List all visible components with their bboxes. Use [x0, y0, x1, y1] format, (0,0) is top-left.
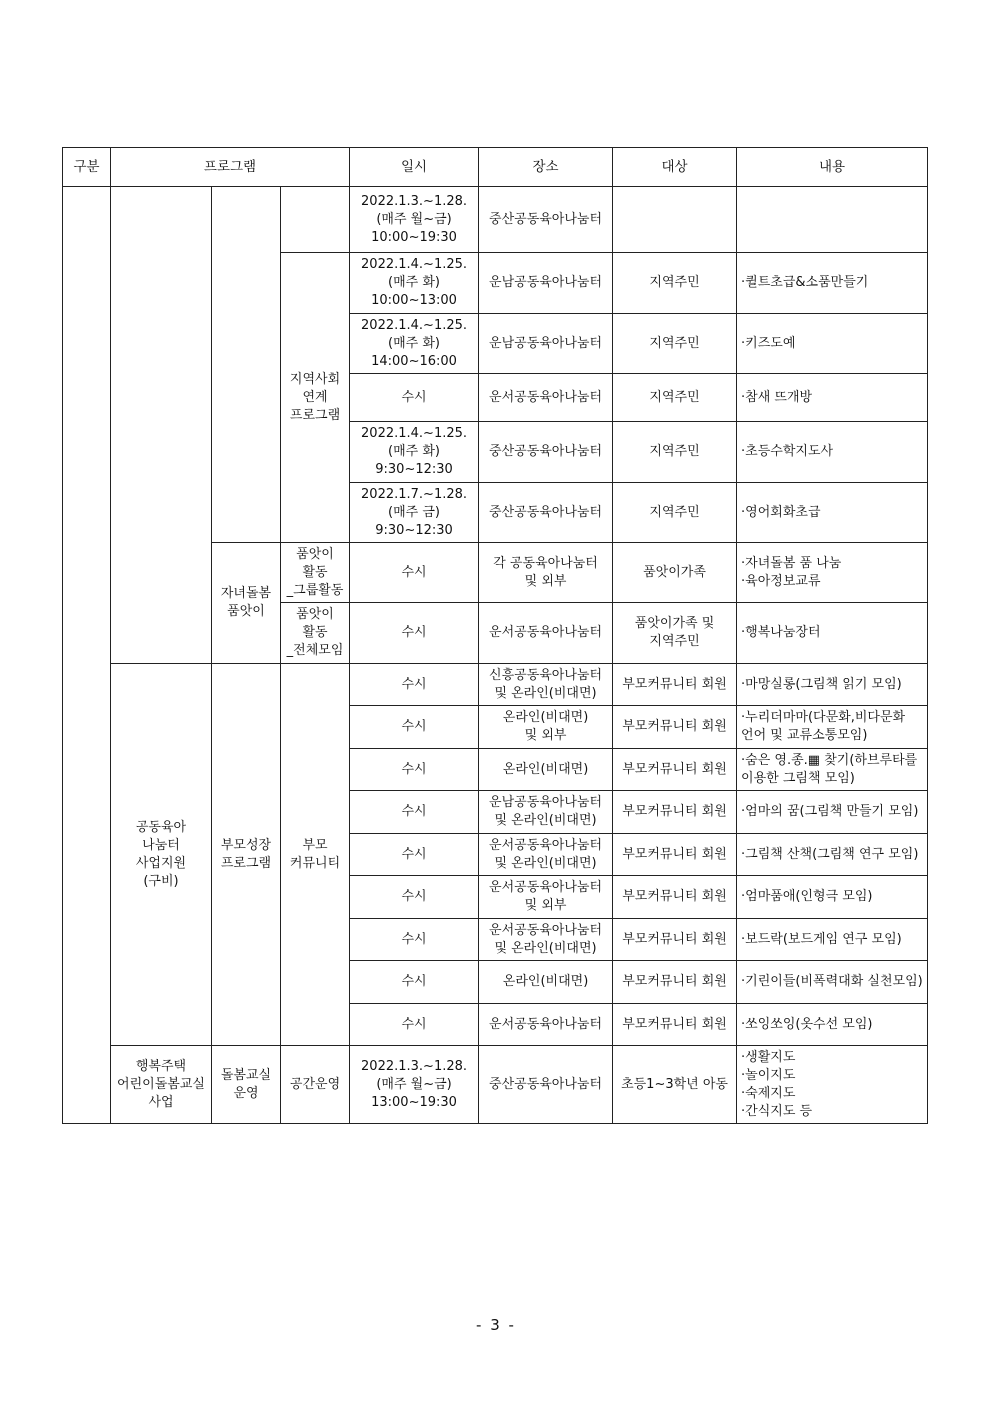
cell-line: 수시	[401, 804, 427, 819]
cell-line: 14:00~16:00	[371, 353, 457, 369]
datetime-cell	[350, 422, 479, 483]
cell-line: 언어 및 교류소통모임)	[741, 728, 868, 743]
cell-line: 운서공동육아나눔터	[489, 1016, 603, 1032]
target-cell	[613, 543, 737, 603]
cell-line: ·초등수학지도사	[741, 444, 834, 459]
place-cell	[479, 253, 613, 314]
cell-line: ·엄마품애(인형극 모임)	[741, 889, 873, 904]
cell-line: 부모커뮤니티 회원	[622, 761, 727, 777]
content-cell	[737, 374, 928, 422]
content-cell	[737, 834, 928, 876]
cell-line: 중산공동육아나눔터	[489, 504, 603, 520]
header-program: 프로그램	[111, 148, 350, 187]
program-detail-empty	[281, 187, 350, 253]
cell-line: _그룹활동	[286, 582, 344, 598]
cell-line: 품앗이가족	[643, 564, 706, 580]
cell-line: 수시	[401, 974, 427, 989]
cell-line: 운남공동육아나눔터	[489, 795, 603, 810]
cell-line: 부모성장	[220, 837, 272, 853]
cell-line: 2022.1.3.~1.28.	[361, 193, 468, 209]
cell-line: 품앗이가족 및	[634, 616, 715, 631]
cell-line: 10:00~13:00	[371, 293, 457, 308]
cell-line: 프로그램	[289, 407, 341, 423]
cell-line: ·엄마의 꿈(그림책 만들기 모임)	[741, 804, 919, 819]
cell-line: 운서공동육아나눔터	[489, 625, 603, 640]
group-childcare-pumasi	[212, 543, 281, 664]
cell-line: 운서공동육아나눔터	[489, 837, 603, 853]
place-cell	[479, 483, 613, 543]
cell-line: 부모커뮤니티 회원	[622, 889, 727, 904]
datetime-cell	[350, 664, 479, 706]
content-cell	[737, 791, 928, 834]
datetime-cell	[350, 314, 479, 374]
content-cell	[737, 706, 928, 749]
cell-line: (매주 월~금)	[376, 1076, 452, 1092]
datetime-cell	[350, 706, 479, 749]
cell-line: 및 외부	[524, 728, 567, 743]
cell-line: 운영	[233, 1085, 259, 1101]
place-cell	[479, 961, 613, 1004]
target-cell	[613, 1046, 737, 1124]
cell-line: ·숙제지도	[741, 1085, 796, 1101]
datetime-cell	[350, 187, 479, 253]
content-cell	[737, 422, 928, 483]
target-cell	[613, 314, 737, 374]
cell-line: 부모커뮤니티 회원	[622, 974, 727, 989]
cell-line: 부모커뮤니티 회원	[622, 804, 727, 819]
datetime-cell	[350, 961, 479, 1004]
place-cell	[479, 664, 613, 706]
cell-line: 어린이돌봄교실	[117, 1076, 205, 1092]
cell-line: 2022.1.4.~1.25.	[361, 317, 468, 333]
cell-line: ·퀼트초급&소품만들기	[741, 275, 869, 290]
cell-line: 부모커뮤니티 회원	[622, 719, 727, 734]
datetime-cell	[350, 1004, 479, 1046]
cell-line: ·간식지도 등	[741, 1103, 813, 1119]
target-cell	[613, 706, 737, 749]
program-sub-empty	[212, 187, 281, 543]
group-parent-community	[281, 664, 350, 1046]
cell-line: 지역주민	[649, 444, 700, 459]
cell-line: 중산공동육아나눔터	[489, 211, 603, 227]
header-row	[63, 148, 928, 187]
cell-line: 연계	[302, 389, 328, 405]
cell-line: ·누리더마마(다문화,비다문화	[741, 710, 906, 725]
cell-line: 지역주민	[649, 504, 700, 520]
datetime-cell	[350, 834, 479, 876]
target-cell	[613, 603, 737, 664]
cell-line: 사업	[148, 1094, 174, 1110]
group-community-linked	[281, 253, 350, 543]
group-gongdong-support	[111, 664, 212, 1046]
program-group-empty	[111, 187, 212, 664]
cell-line: 수시	[401, 625, 427, 640]
cell-line: 운남공동육아나눔터	[489, 275, 603, 290]
cell-line: 지역주민	[649, 634, 700, 649]
cell-line: ·놀이지도	[741, 1067, 796, 1083]
cell-line: ·영어회화초급	[741, 504, 821, 520]
cell-line: 운남공동육아나눔터	[489, 335, 603, 351]
cell-line: ·생활지도	[741, 1049, 796, 1065]
place-cell	[479, 919, 613, 961]
program-schedule-table	[62, 147, 928, 1124]
cell-line: 수시	[401, 676, 427, 692]
cell-line: 및 외부	[524, 898, 567, 913]
cell-line: 중산공동육아나눔터	[489, 444, 603, 459]
content-cell	[737, 543, 928, 603]
cell-line: ·육아정보교류	[741, 573, 821, 589]
content-cell	[737, 253, 928, 314]
cell-line: 및 온라인(비대면)	[494, 940, 597, 956]
cell-line: 13:00~19:30	[371, 1094, 457, 1110]
content-cell	[737, 1046, 928, 1124]
cell-line: ·쏘잉쏘잉(옷수선 모임)	[741, 1016, 873, 1032]
cell-line: 수시	[401, 564, 427, 580]
content-cell	[737, 664, 928, 706]
datetime-cell	[350, 543, 479, 603]
cell-line: 부모커뮤니티 회원	[622, 931, 727, 947]
datetime-cell	[350, 1046, 479, 1124]
place-cell	[479, 374, 613, 422]
cell-line: 부모	[302, 837, 328, 853]
cell-line: _전체모임	[286, 643, 344, 658]
cell-line: 지역주민	[649, 335, 700, 351]
place-cell	[479, 314, 613, 374]
cell-line: 운서공동육아나눔터	[489, 389, 603, 405]
cell-line: 운서공동육아나눔터	[489, 880, 603, 895]
cell-line: 부모커뮤니티 회원	[622, 1016, 727, 1032]
place-cell	[479, 1004, 613, 1046]
content-cell	[737, 749, 928, 791]
datetime-cell	[350, 749, 479, 791]
place-cell	[479, 791, 613, 834]
schedule-body	[63, 187, 928, 1124]
content-cell	[737, 187, 928, 253]
header-content: 내용	[737, 148, 928, 187]
cell-line: 수시	[401, 889, 427, 904]
cell-line: 활동	[302, 625, 328, 640]
place-cell	[479, 603, 613, 664]
page-number: - 3 -	[476, 1316, 516, 1334]
cell-line: 수시	[401, 931, 427, 947]
datetime-cell	[350, 919, 479, 961]
cell-line: 및 외부	[524, 573, 567, 589]
datetime-cell	[350, 876, 479, 919]
content-cell	[737, 1004, 928, 1046]
cell-line: ·보드락(보드게임 연구 모임)	[741, 931, 902, 947]
cell-line: 9:30~12:30	[375, 462, 453, 477]
cell-line: 수시	[401, 719, 427, 734]
place-cell	[479, 834, 613, 876]
place-cell	[479, 876, 613, 919]
cell-line: 품앗이	[227, 604, 265, 619]
cell-line: 지역주민	[649, 389, 700, 405]
target-cell	[613, 187, 737, 253]
target-cell	[613, 253, 737, 314]
cell-line: 및 온라인(비대면)	[494, 855, 597, 871]
category-cell	[63, 187, 111, 1124]
cell-line: 지역주민	[649, 275, 700, 290]
target-cell	[613, 1004, 737, 1046]
target-cell	[613, 483, 737, 543]
cell-line: 및 온라인(비대면)	[494, 685, 597, 701]
content-cell	[737, 314, 928, 374]
cell-line: 부모커뮤니티 회원	[622, 676, 727, 692]
cell-line: 온라인(비대면)	[502, 974, 589, 989]
cell-line: 사업지원	[135, 855, 187, 871]
cell-line: 행복주택	[135, 1058, 187, 1074]
cell-line: (매주 화)	[388, 444, 440, 459]
cell-line: (매주 화)	[388, 335, 440, 351]
group-pumasi-group-activity	[281, 543, 350, 603]
header-category: 구분	[63, 148, 111, 187]
content-cell	[737, 483, 928, 543]
cell-line: 이용한 그림책 모임)	[741, 770, 855, 786]
cell-line: (매주 화)	[388, 275, 440, 290]
place-cell	[479, 749, 613, 791]
cell-line: 2022.1.4.~1.25.	[361, 426, 468, 441]
cell-line: 신흥공동육아나눔터	[489, 667, 603, 683]
cell-line: 돌봄교실	[220, 1067, 272, 1083]
cell-line: 10:00~19:30	[371, 229, 457, 245]
datetime-cell	[350, 483, 479, 543]
cell-line: ·키즈도예	[741, 335, 796, 351]
cell-line: 품앗이	[296, 607, 334, 622]
cell-line: 수시	[401, 389, 427, 405]
cell-line: 수시	[401, 761, 427, 777]
place-cell	[479, 422, 613, 483]
content-cell	[737, 603, 928, 664]
cell-line: ·그림책 산책(그림책 연구 모임)	[741, 846, 919, 862]
cell-line: 9:30~12:30	[375, 522, 453, 538]
place-cell	[479, 187, 613, 253]
datetime-cell	[350, 253, 479, 314]
target-cell	[613, 664, 737, 706]
content-cell	[737, 919, 928, 961]
cell-line: 자녀돌봄	[220, 586, 272, 601]
target-cell	[613, 876, 737, 919]
table-row	[63, 1046, 928, 1124]
cell-line: 수시	[401, 846, 427, 862]
place-cell	[479, 706, 613, 749]
cell-line: ·참새 뜨개방	[741, 389, 813, 405]
cell-line: ·행복나눔장터	[741, 625, 821, 640]
target-cell	[613, 749, 737, 791]
table-row	[63, 664, 928, 706]
target-cell	[613, 422, 737, 483]
table-row	[63, 187, 928, 253]
cell-line: ·마망실롱(그림책 읽기 모임)	[741, 676, 902, 692]
cell-line: 각 공동육아나눔터	[493, 555, 598, 571]
cell-line: (매주 월~금)	[376, 211, 452, 227]
header-place: 장소	[479, 148, 613, 187]
cell-line: ·숨은 영.종.▦ 찾기(하브루타를	[741, 752, 918, 768]
datetime-cell	[350, 374, 479, 422]
cell-line: 2022.1.3.~1.28.	[361, 1058, 468, 1074]
cell-line: 품앗이	[296, 546, 334, 562]
cell-line: ·기린이들(비폭력대화 실천모임)	[741, 974, 923, 989]
cell-line: (매주 금)	[388, 504, 440, 520]
datetime-cell	[350, 603, 479, 664]
cell-line: 2022.1.4.~1.25.	[361, 257, 468, 272]
cell-line: 부모커뮤니티 회원	[622, 846, 727, 862]
cell-line: 커뮤니티	[289, 855, 341, 871]
header-target: 대상	[613, 148, 737, 187]
group-pumasi-all-meeting	[281, 603, 350, 664]
cell-line: 지역사회	[289, 371, 341, 387]
place-cell	[479, 543, 613, 603]
cell-line: (구비)	[143, 873, 179, 889]
cell-line: 초등1~3학년 아동	[621, 1076, 728, 1092]
group-parent-growth	[212, 664, 281, 1046]
cell-line: 온라인(비대면)	[502, 761, 589, 777]
header-datetime: 일시	[350, 148, 479, 187]
content-cell	[737, 876, 928, 919]
group-space-operation: 공간운영	[281, 1046, 350, 1124]
cell-line: 나눔터	[142, 837, 180, 853]
place-cell	[479, 1046, 613, 1124]
cell-line: 수시	[401, 1016, 427, 1032]
target-cell	[613, 791, 737, 834]
group-care-room-operation	[212, 1046, 281, 1124]
target-cell	[613, 374, 737, 422]
content-cell	[737, 961, 928, 1004]
target-cell	[613, 961, 737, 1004]
cell-line: 및 온라인(비대면)	[494, 813, 597, 828]
cell-line: 온라인(비대면)	[502, 710, 589, 725]
cell-line: 운서공동육아나눔터	[489, 922, 603, 938]
group-happy-housing	[111, 1046, 212, 1124]
cell-line: 공동육아	[135, 819, 187, 835]
cell-line: 프로그램	[220, 855, 272, 871]
target-cell	[613, 919, 737, 961]
cell-line: 2022.1.7.~1.28.	[361, 486, 468, 502]
datetime-cell	[350, 791, 479, 834]
target-cell	[613, 834, 737, 876]
cell-line: 활동	[302, 564, 328, 580]
cell-line: 중산공동육아나눔터	[489, 1076, 603, 1092]
cell-line: ·자녀돌봄 품 나눔	[741, 555, 842, 571]
